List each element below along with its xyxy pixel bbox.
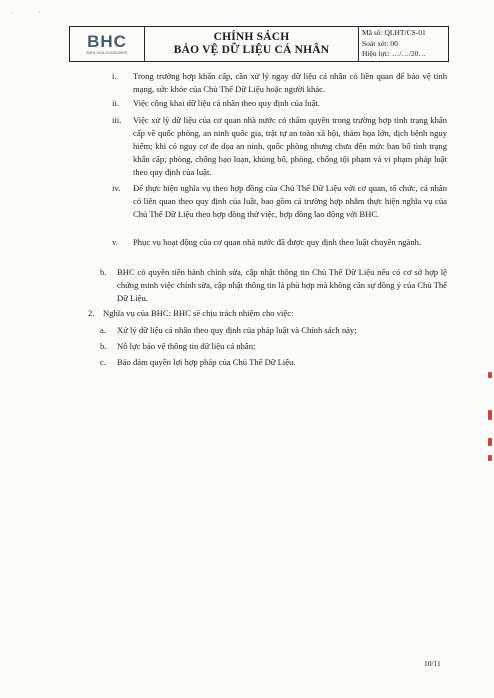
item-number: c. [100, 357, 106, 367]
item-number: iii. [112, 115, 122, 125]
item-number: b. [100, 341, 107, 351]
item-number: a. [100, 325, 106, 335]
item-number: v. [112, 237, 118, 247]
scan-artifact [488, 372, 492, 378]
item-text: Để thực hiện nghĩa vụ theo hợp đồng của Chủ Thể Dữ Liệu với cơ quan, tổ chức, cá nhân có liên quan theo quy định của luật, bao gồm cả trường hợp nhằm thực hiện nghĩa vụ của Chủ Thể Dữ Liệu theo hợp đồng thử việc, hợp đồng lao động với BHC. [133, 183, 447, 220]
logo-text: BHC [87, 32, 127, 51]
company-logo [70, 27, 145, 61]
item-number: i. [112, 71, 117, 81]
page-number: 10/11 [424, 659, 441, 668]
scan-mark: · [10, 8, 13, 18]
item-text: Xử lý dữ liệu cá nhân theo quy định của pháp luật và Chính sách này; [117, 325, 357, 335]
scan-artifact [488, 410, 492, 420]
item-text: BHC có quyền tiến hành chỉnh sửa, cập nhật thông tin Chủ Thể Dữ Liệu nếu có cơ sở hợp lệ chứng minh việc chỉnh sửa, cập nhật thông tin là phù hợp mà không cần sự đồng ý của Chủ Thể Dữ Liệu. [117, 267, 447, 304]
scan-mark: ´ [38, 10, 41, 20]
title-line-1: CHÍNH SÁCH [213, 31, 290, 43]
title-line-2: BẢO VỆ DỮ LIỆU CÁ NHÂN [173, 44, 330, 56]
item-text: Phục vụ hoạt động của cơ quan nhà nước đã được quy định theo luật chuyên ngành. [133, 237, 422, 247]
document-title [145, 27, 359, 61]
item-number: ii. [112, 98, 119, 108]
doc-code: Mã số: QLHT/CS-01 [362, 28, 426, 38]
item-text: Việc công khai dữ liệu cá nhân theo quy định của luật. [133, 98, 320, 108]
item-number: iv. [112, 183, 121, 193]
item-number: b. [100, 267, 107, 277]
section-text: Nghĩa vụ của BHC: BHC sẽ chịu trách nhiệm cho việc: [103, 308, 294, 318]
effective-date: Hiệu lực: …/…/20… [362, 49, 427, 59]
document-header [69, 26, 449, 62]
document-meta [359, 27, 448, 61]
item-text: Trong trường hợp khẩn cấp, cần xử lý ngay dữ liệu cá nhân có liên quan để bảo vệ tính mạng, sức khỏe của Chủ Thể Dữ Liệu hoặc người khác. [133, 71, 447, 95]
item-text: Nỗ lực bảo vệ thông tin dữ liệu cá nhân; [117, 341, 256, 351]
item-text: Bảo đảm quyền lợi hợp pháp của Chủ Thể Dữ Liệu. [117, 357, 296, 367]
logo-subtitle: BIEN HOA CONSUMER [86, 51, 128, 55]
item-text: Việc xử lý dữ liệu của cơ quan nhà nước có thẩm quyền trong trường hợp tình trạng khẩn cấp về quốc phòng, an ninh quốc gia, trật tự an toàn xã hội, thảm họa lớn, dịch bệnh nguy hiểm; khi có nguy cơ đe dọa an ninh, quốc phòng nhưng chưa đến mức ban bố tình trạng khẩn cấp; phòng, chống bạo loạn, khủng bố, phòng, chống tội phạm và vi phạm pháp luật theo quy định của luật. [133, 115, 447, 178]
scan-artifact [488, 438, 492, 446]
revision: Soát xét: 00 [362, 38, 398, 48]
section-number: 2. [88, 308, 95, 318]
scan-artifact [488, 455, 492, 461]
